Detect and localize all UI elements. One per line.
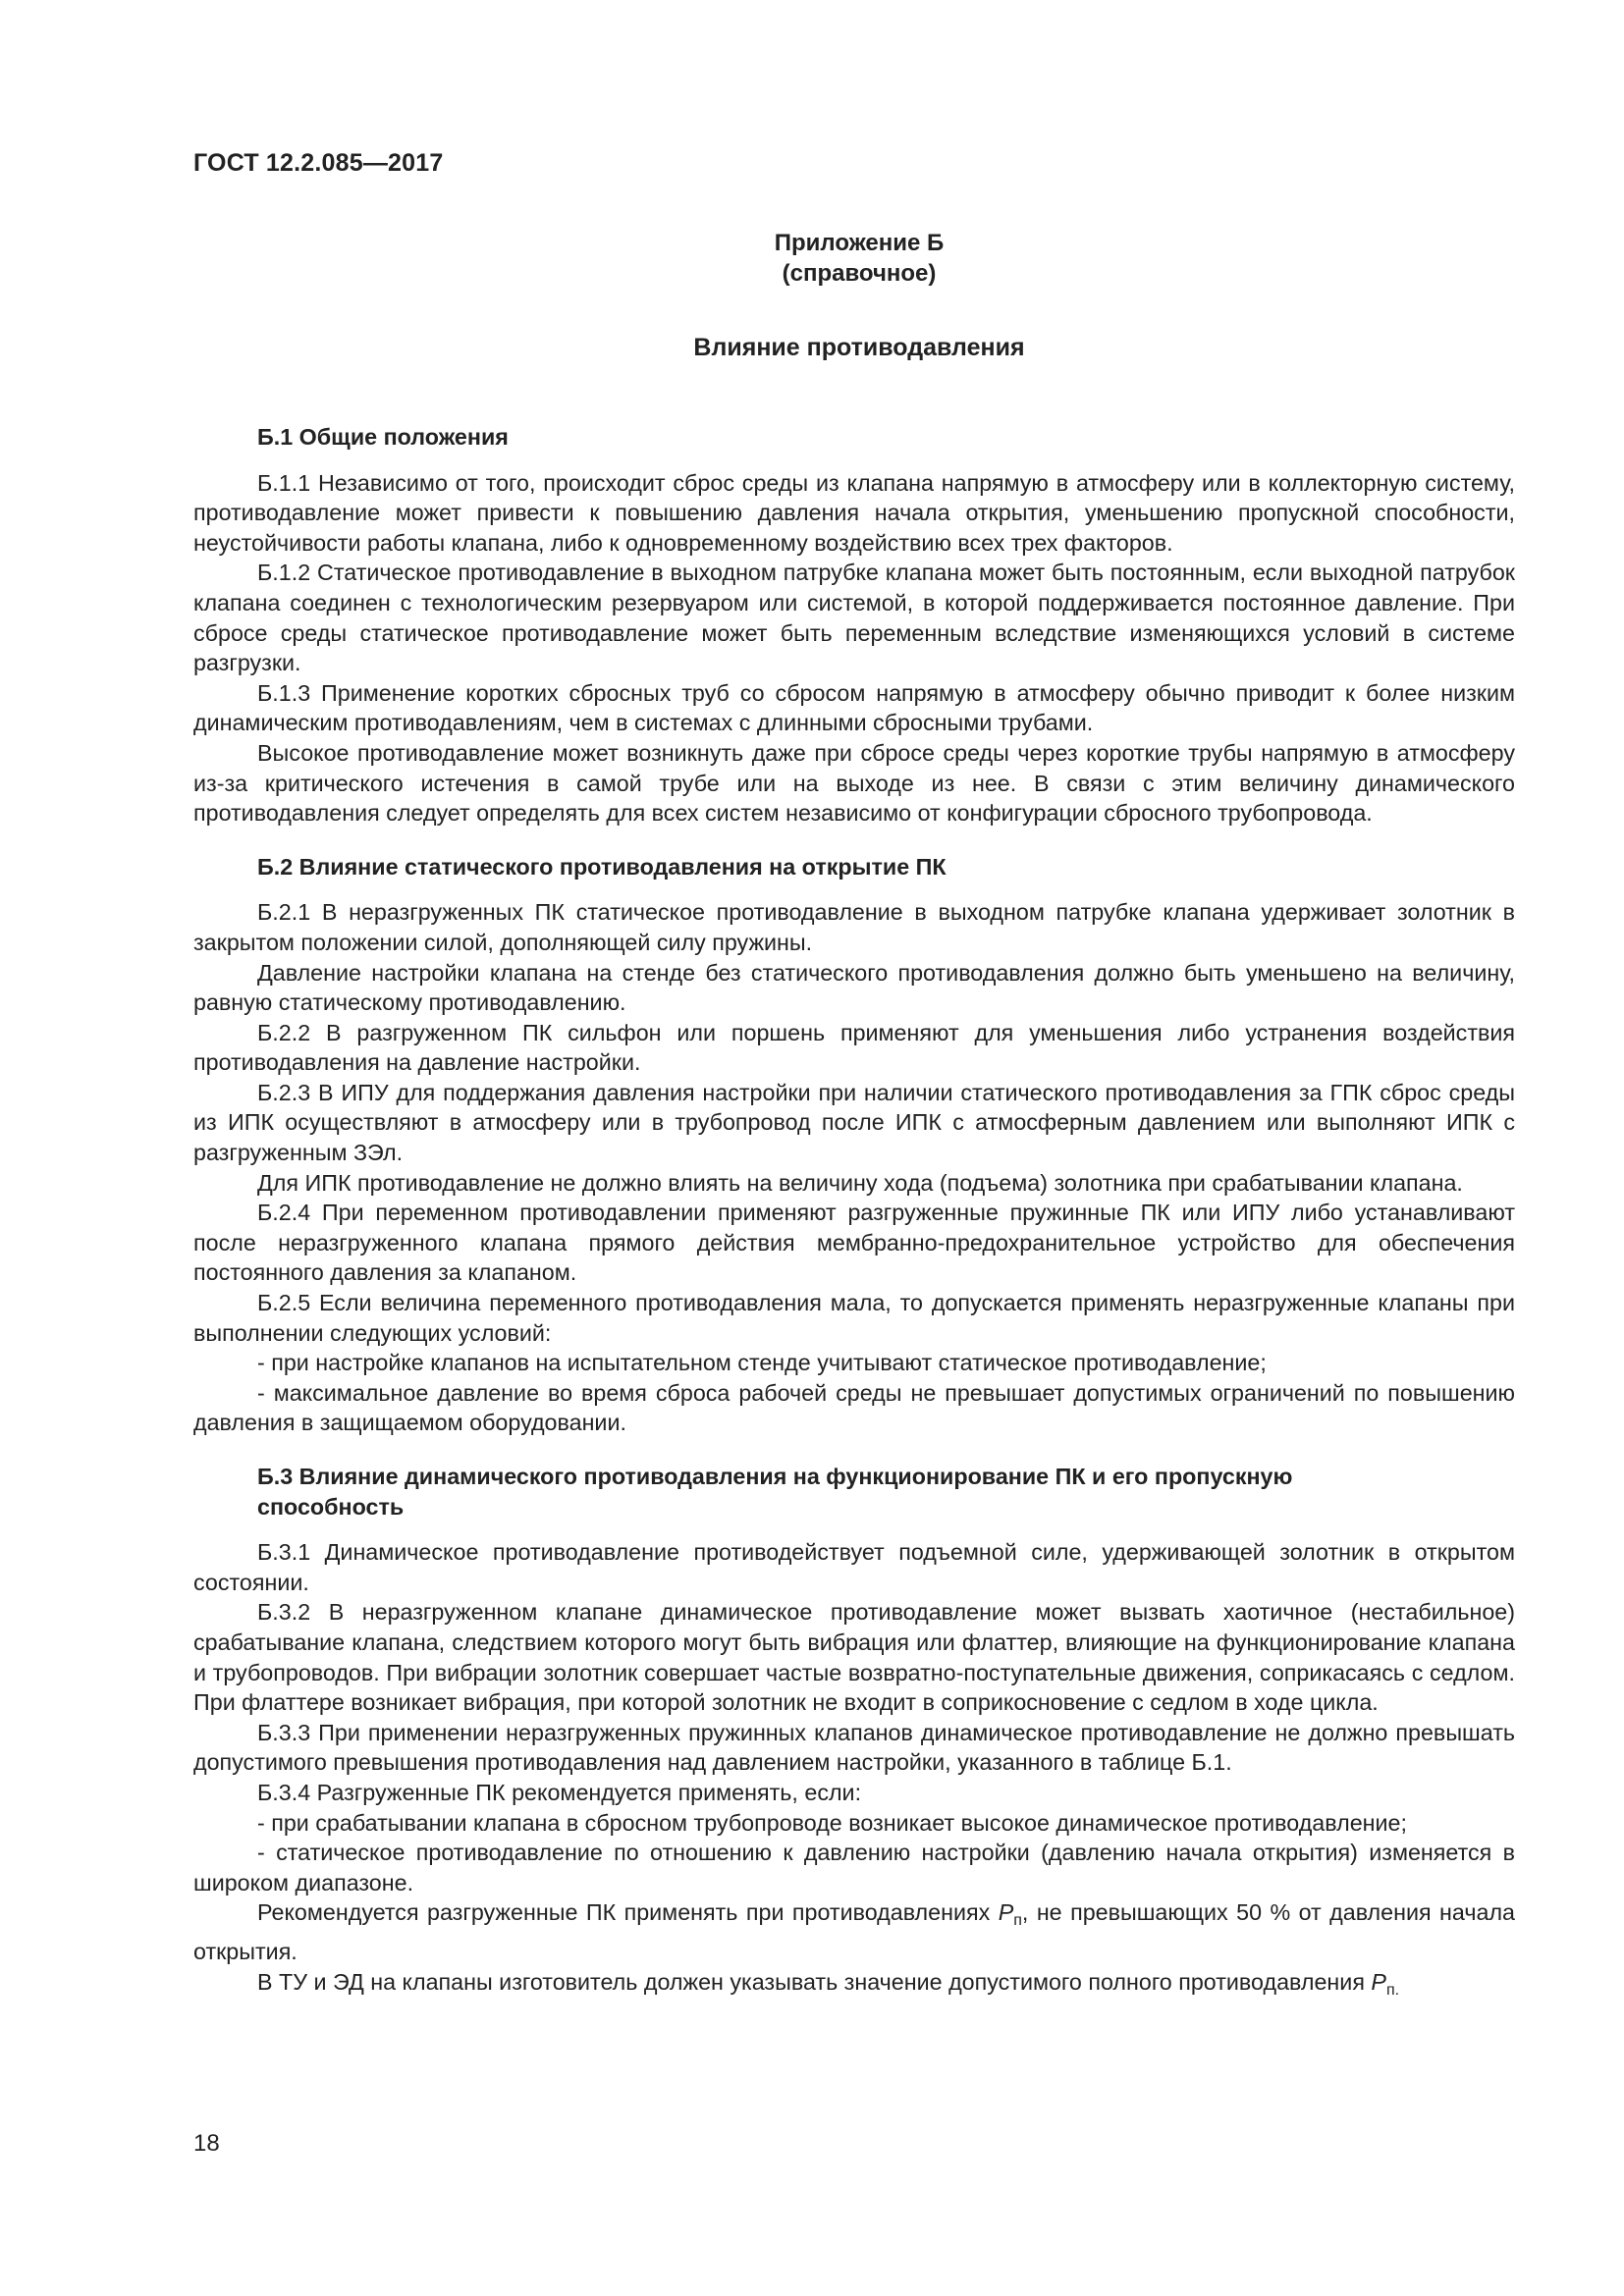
section-heading-b3-line1: Б.3 Влияние динамического противодавления на функционирование ПК и его пропускную xyxy=(257,1464,1293,1489)
full-backpressure-symbol: P xyxy=(1371,1968,1386,1995)
paragraph-b2-1-cont: Давление настройки клапана на стенде без статического противодавления должно быть уменьшено на величину, равную статическому противодавлению. xyxy=(193,959,1515,1016)
standard-code: ГОСТ 12.2.085—2017 xyxy=(193,149,444,177)
paragraph-b2-5: Б.2.5 Если величина переменного противодавления мала, то допускается применять неразгруженные клапаны при выполнении следующих условий: xyxy=(193,1290,1515,1346)
list-item-b2-5-b: - максимальное давление во время сброса рабочей среды не превышает допустимых ограничений по повышению давления в защищаемом оборудовании. xyxy=(193,1379,1515,1436)
list-item-b2-5-a: - при настройке клапанов на испытательном стенде учитывают статическое противодавление; xyxy=(257,1350,1267,1376)
paragraph-b3-4-manufacturer xyxy=(193,1967,1515,2006)
paragraph-b1-3-cont: Высокое противодавление может возникнуть даже при сбросе среды через короткие трубы напрямую в атмосферу из-за критического истечения в самой трубе или на выходе из нее. В связи с этим величину динамического противодавления следует определять для всех систем независимо от конфигурации сбросного трубопровода. xyxy=(193,739,1515,827)
paragraph-b3-2: Б.3.2 В неразгруженном клапане динамическое противодавление может вызвать хаотичное (нестабильное) срабатывание клапана, следствием которого могут быть вибрация или флаттер, влияющие на функционирование клапана и трубопроводов. При вибрации золотник совершает частые возвратно-поступательные движения, соприкасаясь с седлом. При флаттере возникает вибрация, при которой золотник не входит в соприкосновение с седлом в ходе цикла. xyxy=(193,1599,1515,1716)
paragraph-b2-1: Б.2.1 В неразгруженных ПК статическое противодавление в выходном патрубке клапана удерживает золотник в закрытом положении силой, дополняющей силу пружины. xyxy=(193,899,1515,955)
paragraph-b3-4: Б.3.4 Разгруженные ПК рекомендуется применять, если: xyxy=(257,1779,862,1805)
document-title: Влияние противодавления xyxy=(693,334,1025,361)
recommendation-text-start: Рекомендуется разгруженные ПК применять при противодавлениях xyxy=(257,1899,999,1926)
paragraph-b2-3-cont: Для ИПК противодавление не должно влиять на величину хода (подъема) золотника при срабатывании клапана. xyxy=(257,1169,1463,1196)
paragraph-b1-2: Б.1.2 Статическое противодавление в выходном патрубке клапана может быть постоянным, если выходной патрубок клапана соединен с технологическим резервуаром или системой, в которой поддерживается постоянное давление. При сбросе среды статическое противодавление может быть переменным вследствие изменяющихся условий в системе разгрузки. xyxy=(193,560,1515,676)
section-heading-b2: Б.2 Влияние статического противодавления на открытие ПК xyxy=(257,853,947,880)
backpressure-subscript: п xyxy=(1013,1912,1022,1930)
list-item-b3-4-a: - при срабатывании клапана в сбросном трубопроводе возникает высокое динамическое противодавление; xyxy=(257,1809,1407,1836)
paragraph-b3-3: Б.3.3 При применении неразгруженных пружинных клапанов динамическое противодавление не должно превышать допустимого превышения противодавления над давлением настройки, указанного в таблице Б.1. xyxy=(193,1719,1515,1776)
annex-kind: (справочное) xyxy=(782,260,937,287)
document-body xyxy=(193,422,1515,2005)
backpressure-symbol: P xyxy=(998,1899,1014,1926)
paragraph-b2-3: Б.2.3 В ИПУ для поддержания давления настройки при наличии статического противодавления за ГПК сброс среды из ИПК осуществляют в атмосферу или в трубопровод после ИПК с атмосферным давлением или выполняют ИПК с разгруженным ЗЭл. xyxy=(193,1079,1515,1166)
full-backpressure-subscript: п. xyxy=(1385,1981,1400,1999)
paragraph-b3-1: Б.3.1 Динамическое противодавление противодействует подъемной силе, удерживающей золотник в открытом состоянии. xyxy=(193,1539,1515,1595)
paragraph-b1-1: Б.1.1 Независимо от того, происходит сброс среды из клапана напрямую в атмосферу или в коллекторную систему, противодавление может привести к повышению давления начала открытия, уменьшению пропускной способности, неустойчивости работы клапана, либо к одновременному воздействию всех трех факторов. xyxy=(193,469,1515,556)
paragraph-b1-3: Б.1.3 Применение коротких сбросных труб со сбросом напрямую в атмосферу обычно приводит к более низким динамическим противодавлениям, чем в системах с длинными сбросными трубами. xyxy=(193,679,1515,736)
recommendation-text-end: , не превышающих 50 % от давления начала открытия. xyxy=(193,1899,1515,1964)
page-number: 18 xyxy=(193,2130,220,2157)
paragraph-b3-4-recommendation xyxy=(193,1897,1515,1966)
section-heading-b1: Б.1 Общие положения xyxy=(257,424,509,450)
list-item-b3-4-b: - статическое противодавление по отношению к давлению настройки (давлению начала открытия) изменяется в широком диапазоне. xyxy=(193,1840,1515,1896)
annex-title: Приложение Б xyxy=(774,230,945,256)
paragraph-b2-4: Б.2.4 При переменном противодавлении применяют разгруженные пружинные ПК или ИПУ либо устанавливают после неразгруженного клапана прямого действия мембранно-предохранительное устройство для обеспечения постоянного давления за клапаном. xyxy=(193,1200,1515,1286)
section-heading-b3 xyxy=(193,1462,1515,1522)
manufacturer-text: В ТУ и ЭД на клапаны изготовитель должен указывать значение допустимого полного противодавления xyxy=(257,1968,1372,1995)
paragraph-b2-2: Б.2.2 В разгруженном ПК сильфон или поршень применяют для уменьшения либо устранения воздействия противодавления на давление настройки. xyxy=(193,1019,1515,1076)
section-heading-b3-line2: способность xyxy=(257,1493,405,1520)
